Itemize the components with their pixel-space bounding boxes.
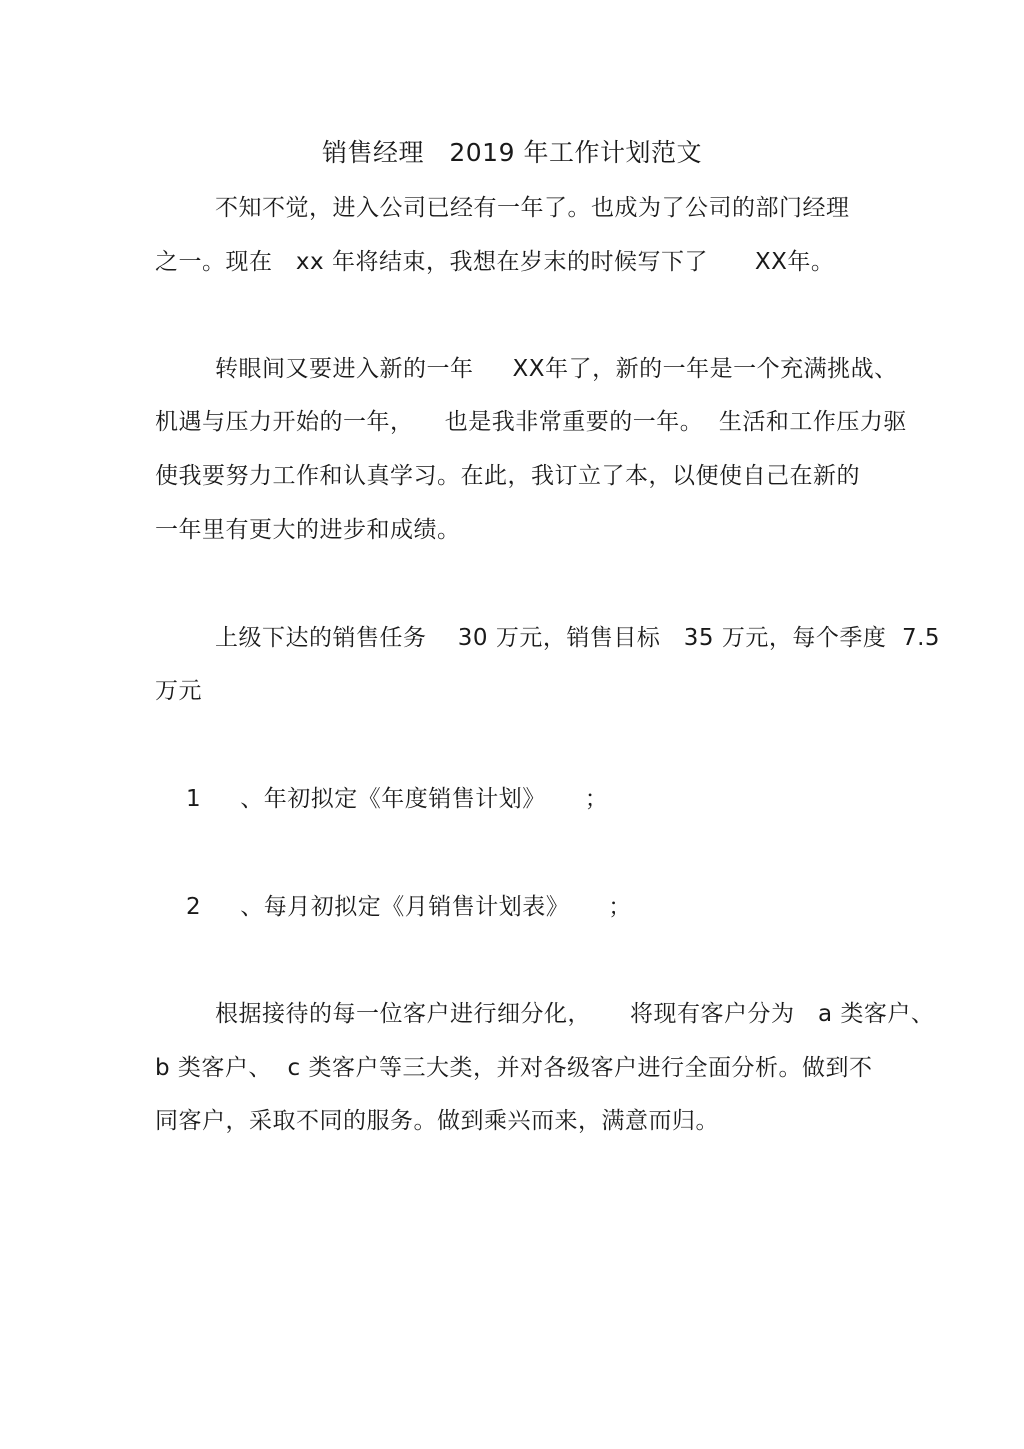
list-item-1: 1 、年初拟定《年度销售计划》 ； (186, 786, 609, 812)
paragraph-1-line-2: 之一。现在 xx 年将结束，我想在岁末的时候写下了 XX年。 (155, 249, 835, 275)
paragraph-4-line-2: b 类客户、 c 类客户等三大类，并对各级客户进行全面分析。做到不 (155, 1055, 873, 1081)
paragraph-2-line-1: 转眼间又要进入新的一年 XX年了，新的一年是一个充满挑战、 (215, 356, 898, 382)
document-title: 销售经理 2019 年工作计划范文 (322, 138, 702, 167)
paragraph-2-line-2: 机遇与压力开始的一年， 也是我非常重要的一年。 生活和工作压力驱 (155, 409, 907, 435)
paragraph-1-line-1: 不知不觉，进入公司已经有一年了。也成为了公司的部门经理 (215, 195, 850, 221)
paragraph-2-line-3: 使我要努力工作和认真学习。在此，我订立了本，以便使自己在新的 (155, 463, 860, 489)
paragraph-4-line-3: 同客户，采取不同的服务。做到乘兴而来，满意而归。 (155, 1108, 719, 1134)
paragraph-2-line-4: 一年里有更大的进步和成绩。 (155, 517, 461, 543)
paragraph-4-line-1: 根据接待的每一位客户进行细分化， 将现有客户分为 a 类客户、 (215, 1001, 935, 1027)
paragraph-3-line-2: 万元 (155, 678, 202, 704)
list-item-2: 2 、每月初拟定《月销售计划表》 ； (186, 894, 632, 920)
paragraph-3-line-1: 上级下达的销售任务 30 万元，销售目标 35 万元，每个季度 7.5 (215, 625, 941, 651)
